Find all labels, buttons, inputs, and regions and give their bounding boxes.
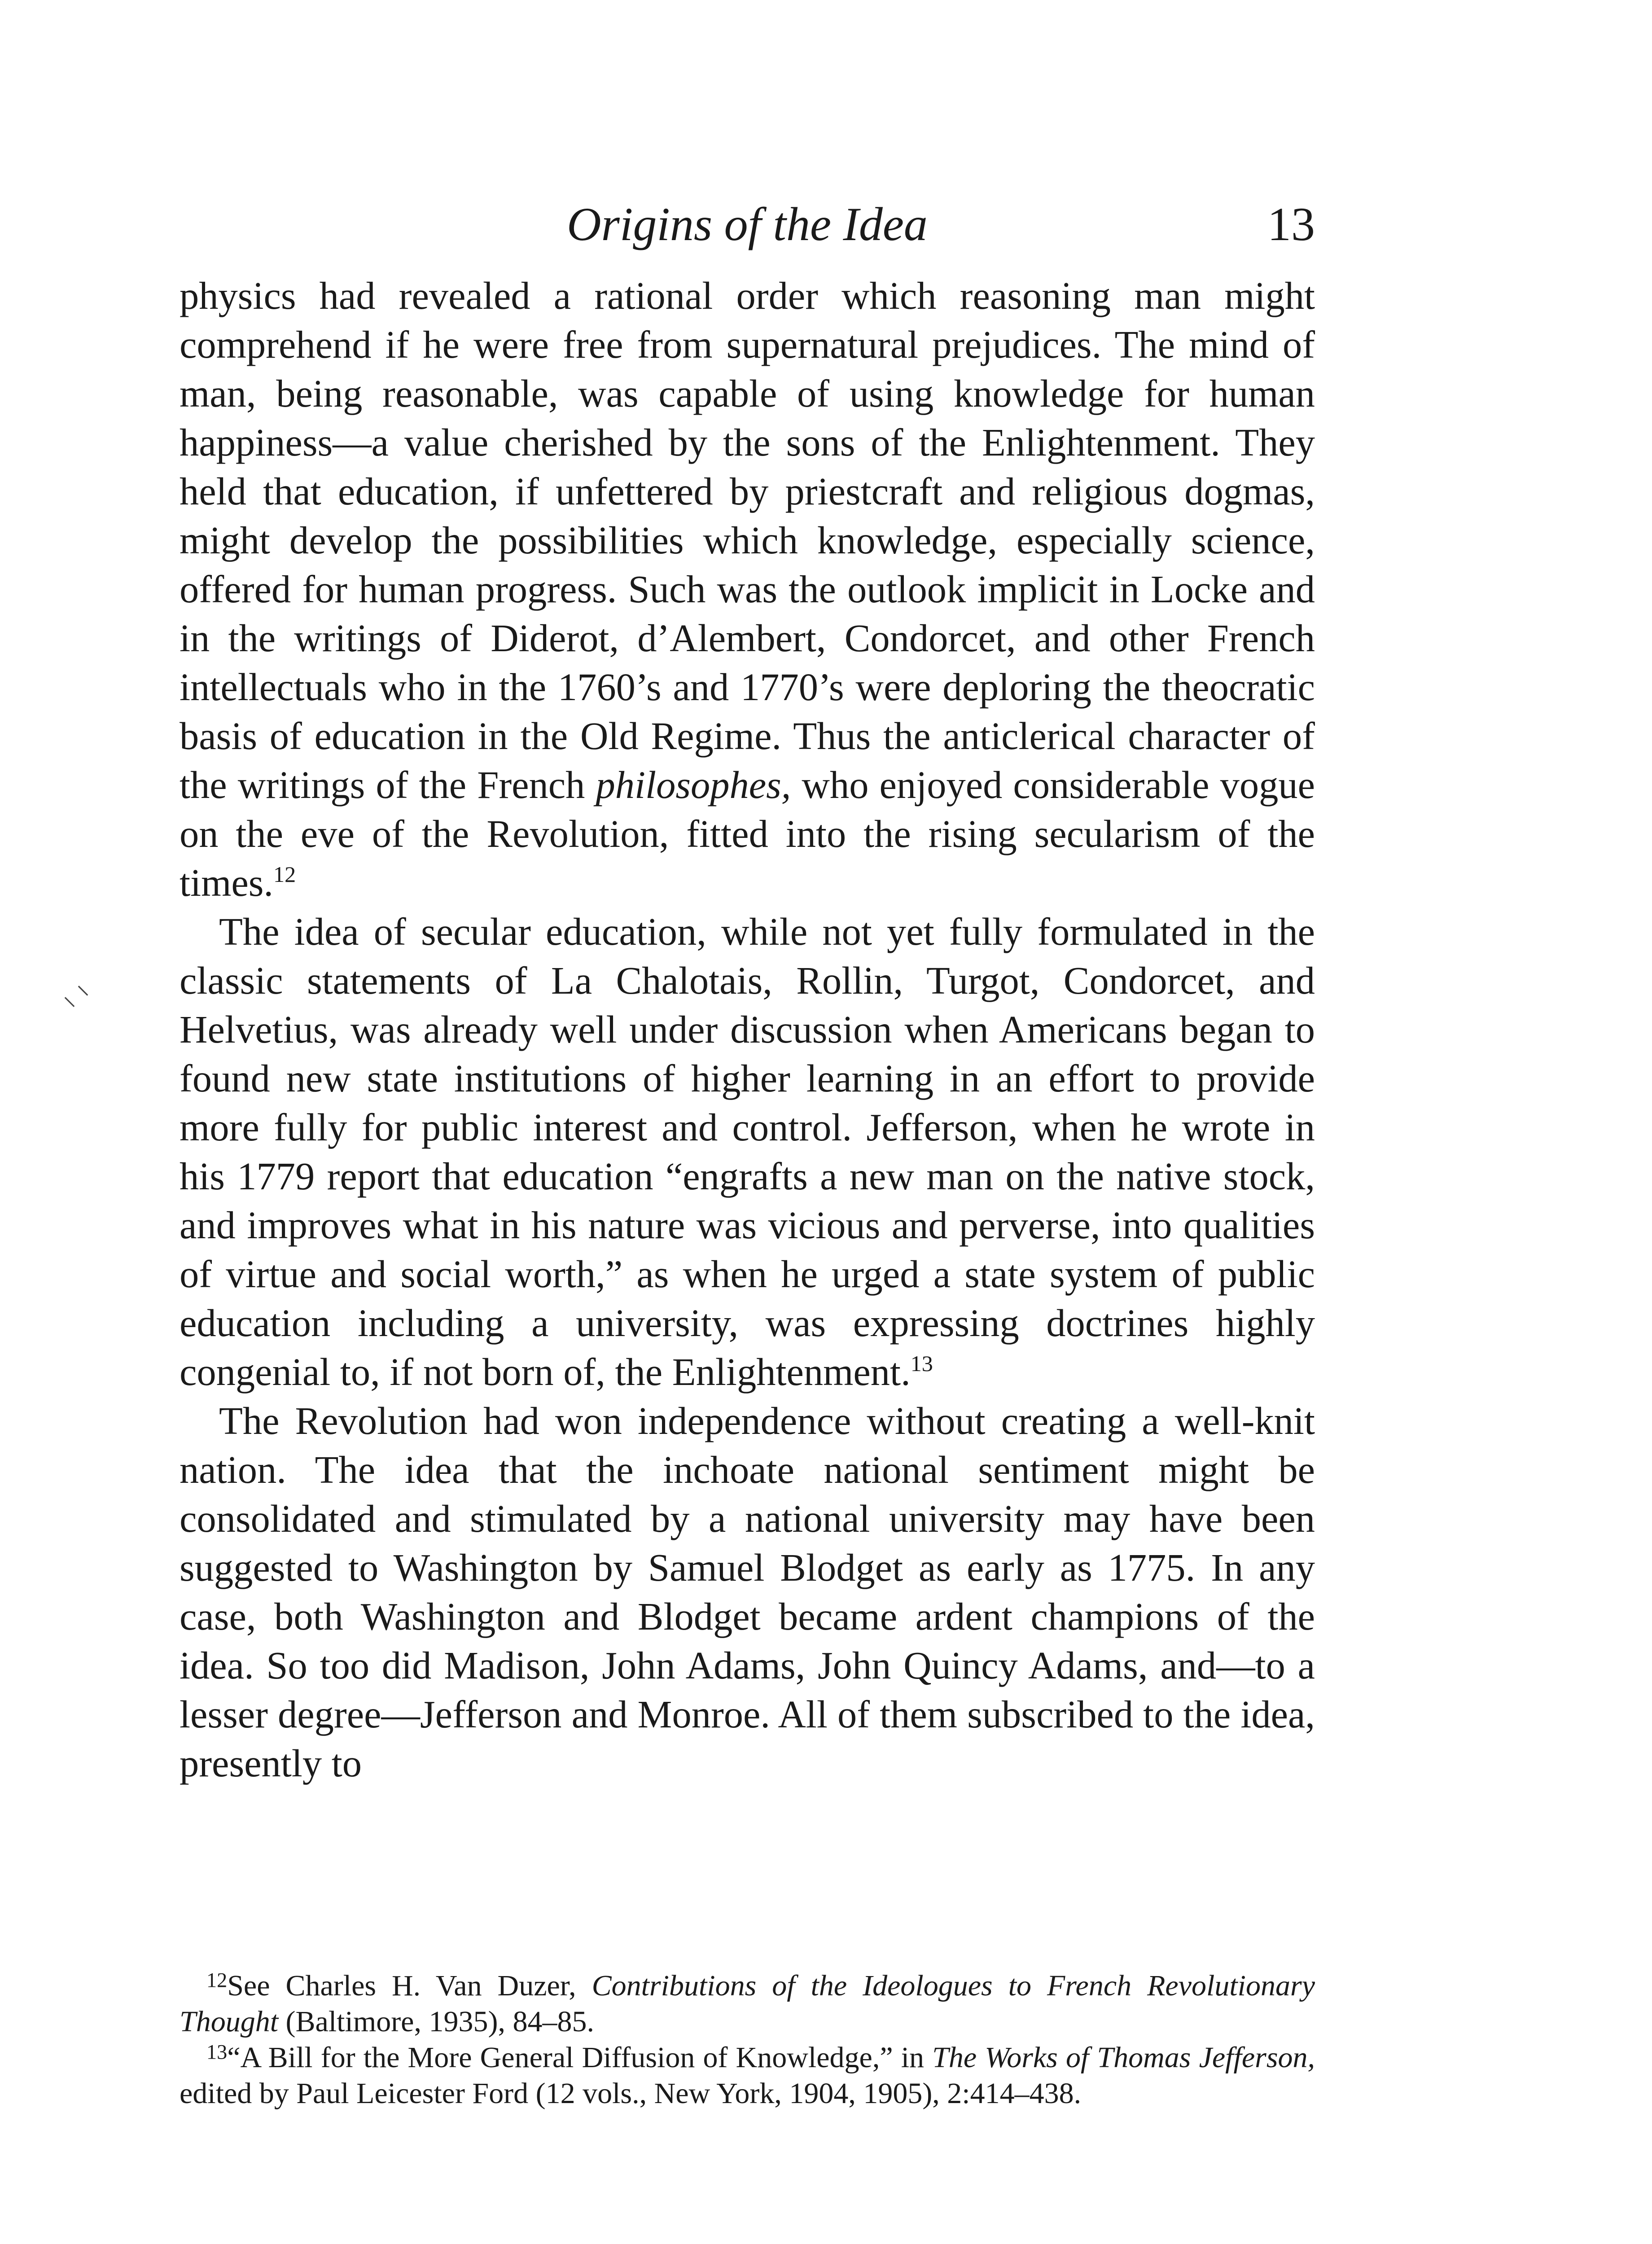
footnote-13-post: edited by Paul Leicester Ford (12 vols., New York, 1904, 1905), 2:414–438. — [180, 2077, 1082, 2110]
footnote-12 — [180, 1968, 1315, 2040]
footnote-13-pre: “A Bill for the More General Diffusion of Knowledge,” in — [227, 2041, 933, 2074]
footnote-ref-12[interactable]: 12 — [273, 861, 296, 887]
footnote-12-italic: Contributions of the Ideologues to French Revolutionary Thought — [180, 1969, 1315, 2038]
paragraph-1-text: physics had revealed a rational order which reasoning man might comprehend if he were free from supernatural prejudices. The mind of man, being reasonable, was capable of using knowledge for human happiness—a value cherished by the sons of the Enlightenment. They held that education, if unfettered by priestcraft and religious dogmas, might develop the possibilities which knowledge, especially science, offered for human progress. Such was the outlook implicit in Locke and in the writings of Diderot, d’Alembert, Condorcet, and other French intellectuals who in the 1760’s and 1770’s were deploring the theocratic basis of education in the Old Regime. Thus the anticlerical character of the writings of the French — [180, 274, 1315, 806]
footnote-12-post: (Baltimore, 1935), 84–85. — [278, 2005, 594, 2038]
running-head-title: Origins of the Idea — [567, 198, 928, 250]
body-text — [180, 272, 1315, 1788]
page-number: 13 — [1267, 198, 1315, 250]
paragraph-2-text: The idea of secular education, while not yet fully formulated in the classic statements of La Chalotais, Rollin, Turgot, Condorcet, and Helvetius, was already well under discussion when Americans began to found new state institutions of higher learning in an effort to provide more fully for public interest and control. Jefferson, when he wrote in his 1779 report that education “engrafts a new man on the native stock, and improves what in his nature was vicious and perverse, into qualities of virtue and social worth,” as when he urged a state system of public education including a university, was expressing doctrines highly congenial to, if not born of, the Enlightenment. — [180, 910, 1315, 1394]
footnote-12-number: 12 — [206, 1968, 228, 1992]
footnotes — [180, 1968, 1315, 2112]
footnote-ref-13[interactable]: 13 — [910, 1350, 933, 1376]
footnote-13-number: 13 — [206, 2040, 228, 2064]
paragraph-1-italic: philosophes, — [596, 763, 791, 806]
footnote-13-italic: The Works of Thomas Jefferson, — [932, 2041, 1315, 2074]
paragraph-3-text: The Revolution had won independence without creating a well-knit nation. The idea that the inchoate national sentiment might be consolidated and stimulated by a national university may have been suggested to Washington by Samuel Blodget as early as 1775. In any case, both Washington and Blodget became ardent champions of the idea. So too did Madison, John Adams, John Quincy Adams, and—to a lesser degree—Jefferson and Monroe. All of them subscribed to the idea, presently to — [180, 1399, 1315, 1785]
footnote-13 — [180, 2040, 1315, 2112]
footnote-12-pre: See Charles H. Van Duzer, — [227, 1969, 592, 2002]
paragraph-2 — [180, 907, 1315, 1397]
scan-speck: ⸜⸌ — [63, 980, 90, 1012]
paragraph-1 — [180, 272, 1315, 907]
running-head — [180, 193, 1315, 256]
paragraph-3 — [180, 1397, 1315, 1788]
paragraph-1-text-after: who enjoyed considerable vogue on the eve of the Revolution, fitted into the rising secularism of the times. — [180, 763, 1315, 904]
